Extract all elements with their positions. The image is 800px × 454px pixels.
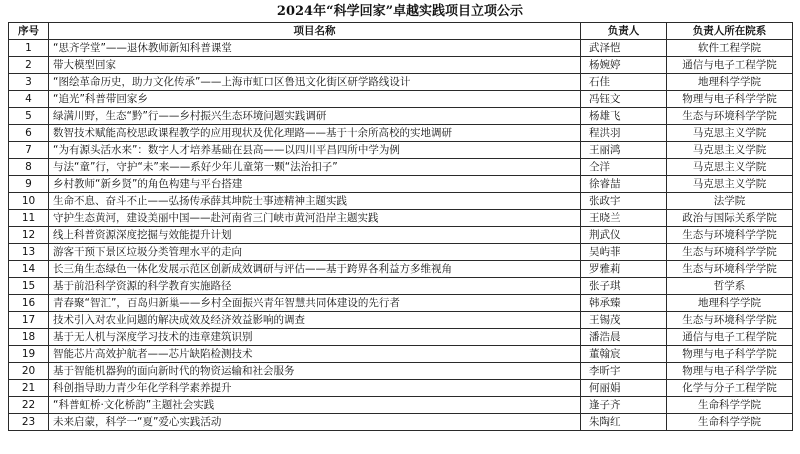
table-row (9, 210, 793, 227)
header-leader: 负责人 (581, 23, 667, 40)
table-row (9, 380, 793, 397)
table-row (9, 125, 793, 142)
table-header-row (9, 23, 793, 40)
leader-name: 张子琪 (581, 278, 667, 295)
project-name: 绿满川野，生态“黔”行——乡村振兴生态环境问题实践调研 (49, 108, 581, 125)
college-name: 软件工程学院 (667, 40, 793, 57)
row-index: 14 (9, 261, 49, 278)
college-name: 生态与环境科学学院 (667, 227, 793, 244)
leader-name: 徐睿喆 (581, 176, 667, 193)
leader-name: 程洪羽 (581, 125, 667, 142)
leader-name: 潘浩晨 (581, 329, 667, 346)
college-name: 地理科学学院 (667, 74, 793, 91)
row-index: 15 (9, 278, 49, 295)
table-row (9, 397, 793, 414)
project-name: 线上科普资源深度挖掘与效能提升计划 (49, 227, 581, 244)
row-index: 17 (9, 312, 49, 329)
college-name: 政治与国际关系学院 (667, 210, 793, 227)
college-name: 马克思主义学院 (667, 159, 793, 176)
project-name: 科创指导助力青少年化学科学素养提升 (49, 380, 581, 397)
project-name: “图绘革命历史，助力文化传承”——上海市虹口区鲁迅文化街区研学路线设计 (49, 74, 581, 91)
table-row (9, 91, 793, 108)
row-index: 11 (9, 210, 49, 227)
row-index: 18 (9, 329, 49, 346)
leader-name: 王晓兰 (581, 210, 667, 227)
project-name: 长三角生态绿色一体化发展示范区创新成效调研与评估——基于跨界各利益方多维视角 (49, 261, 581, 278)
project-name: 基于无人机与深度学习技术的违章建筑识别 (49, 329, 581, 346)
project-name: 基于智能机器狗的面向新时代的物资运输和社会服务 (49, 363, 581, 380)
row-index: 22 (9, 397, 49, 414)
leader-name: 吴屿菲 (581, 244, 667, 261)
project-name: “追光”科普带回家乡 (49, 91, 581, 108)
table-row (9, 176, 793, 193)
table-row (9, 278, 793, 295)
college-name: 化学与分子工程学院 (667, 380, 793, 397)
row-index: 13 (9, 244, 49, 261)
row-index: 23 (9, 414, 49, 431)
table-row (9, 159, 793, 176)
project-name: 与法“童”行，守护“未”来——系好少年儿童第一颗“法治扣子” (49, 159, 581, 176)
leader-name: 仝洋 (581, 159, 667, 176)
table-row (9, 108, 793, 125)
project-name: “科普虹桥·文化桥韵”主题社会实践 (49, 397, 581, 414)
project-name: “思齐学堂”——退休教师新知科普课堂 (49, 40, 581, 57)
leader-name: 杨雄飞 (581, 108, 667, 125)
leader-name: 王丽鸿 (581, 142, 667, 159)
table-row (9, 312, 793, 329)
table-row (9, 363, 793, 380)
project-name: 未来启蒙，科学一“夏”爱心实践活动 (49, 414, 581, 431)
row-index: 19 (9, 346, 49, 363)
college-name: 物理与电子科学学院 (667, 363, 793, 380)
row-index: 12 (9, 227, 49, 244)
leader-name: 荆武仪 (581, 227, 667, 244)
row-index: 5 (9, 108, 49, 125)
row-index: 6 (9, 125, 49, 142)
project-name: 技术引入对农业问题的解决成效及经济效益影响的调查 (49, 312, 581, 329)
project-name: 数智技术赋能高校思政课程教学的应用现状及优化理路——基于十余所高校的实地调研 (49, 125, 581, 142)
row-index: 4 (9, 91, 49, 108)
table-row (9, 40, 793, 57)
row-index: 10 (9, 193, 49, 210)
row-index: 3 (9, 74, 49, 91)
college-name: 生命科学学院 (667, 397, 793, 414)
row-index: 16 (9, 295, 49, 312)
row-index: 9 (9, 176, 49, 193)
table-row (9, 74, 793, 91)
college-name: 通信与电子工程学院 (667, 57, 793, 74)
table-row (9, 244, 793, 261)
project-name: 带大模型回家 (49, 57, 581, 74)
page-title: 2024年“科学回家”卓越实践项目立项公示 (276, 4, 524, 19)
project-name: 智能芯片高效护航者——芯片缺陷检测技术 (49, 346, 581, 363)
header-project-name: 项目名称 (49, 23, 581, 40)
table-row (9, 329, 793, 346)
row-index: 7 (9, 142, 49, 159)
table-row (9, 295, 793, 312)
header-index: 序号 (9, 23, 49, 40)
college-name: 生态与环境科学学院 (667, 108, 793, 125)
college-name: 生态与环境科学学院 (667, 261, 793, 278)
college-name: 法学院 (667, 193, 793, 210)
leader-name: 逢子齐 (581, 397, 667, 414)
leader-name: 韩承臻 (581, 295, 667, 312)
project-name: 生命不息、奋斗不止——弘扬传承薛其坤院士事迹精神主题实践 (49, 193, 581, 210)
leader-name: 何丽娟 (581, 380, 667, 397)
project-name: 青春聚“智汇”，百岛归新巢——乡村全面振兴青年智慧共同体建设的先行者 (49, 295, 581, 312)
college-name: 马克思主义学院 (667, 176, 793, 193)
table-row (9, 227, 793, 244)
table-row (9, 142, 793, 159)
leader-name: 王锡茂 (581, 312, 667, 329)
college-name: 物理与电子科学学院 (667, 346, 793, 363)
row-index: 21 (9, 380, 49, 397)
college-name: 生态与环境科学学院 (667, 244, 793, 261)
table-row (9, 346, 793, 363)
project-name: 基于前沿科学资源的科学教育实施路径 (49, 278, 581, 295)
leader-name: 冯钰文 (581, 91, 667, 108)
table-row (9, 261, 793, 278)
row-index: 20 (9, 363, 49, 380)
project-table (8, 22, 793, 431)
college-name: 马克思主义学院 (667, 125, 793, 142)
table-row (9, 57, 793, 74)
leader-name: 武泽恺 (581, 40, 667, 57)
college-name: 生态与环境科学学院 (667, 312, 793, 329)
row-index: 2 (9, 57, 49, 74)
project-name: 游客干预下景区垃圾分类管理水平的走向 (49, 244, 581, 261)
table-row (9, 193, 793, 210)
project-name: 守护生态黄河，建设美丽中国——赴河南省三门峡市黄河沿岸主题实践 (49, 210, 581, 227)
college-name: 哲学系 (667, 278, 793, 295)
table-row (9, 414, 793, 431)
leader-name: 李昕宇 (581, 363, 667, 380)
header-college: 负责人所在院系 (667, 23, 793, 40)
leader-name: 杨婉婷 (581, 57, 667, 74)
college-name: 地理科学学院 (667, 295, 793, 312)
college-name: 马克思主义学院 (667, 142, 793, 159)
college-name: 生命科学学院 (667, 414, 793, 431)
college-name: 通信与电子工程学院 (667, 329, 793, 346)
project-name: 乡村教师“新乡贤”的角色构建与平台搭建 (49, 176, 581, 193)
row-index: 8 (9, 159, 49, 176)
leader-name: 罗雅莉 (581, 261, 667, 278)
leader-name: 张政宇 (581, 193, 667, 210)
leader-name: 董翰宸 (581, 346, 667, 363)
college-name: 物理与电子科学学院 (667, 91, 793, 108)
leader-name: 石佳 (581, 74, 667, 91)
table-body (9, 40, 793, 431)
leader-name: 朱陶红 (581, 414, 667, 431)
project-name: “为有源头活水来”：数字人才培养基础在县高——以四川平昌四所中学为例 (49, 142, 581, 159)
row-index: 1 (9, 40, 49, 57)
